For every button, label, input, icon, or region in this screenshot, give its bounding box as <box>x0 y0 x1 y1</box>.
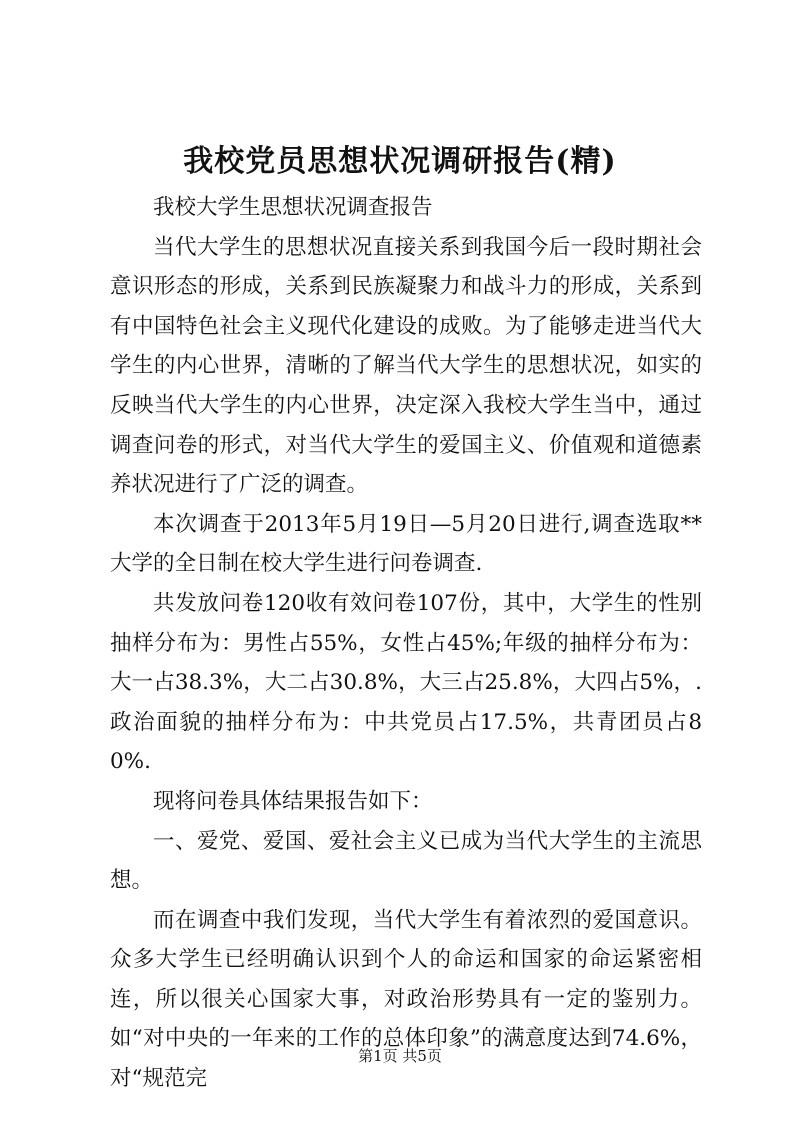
paragraph-survey-date: 本次调查于2013年5月19日—5月20日进行,调查选取**大学的全日制在校大学生进行问卷调查. <box>110 511 702 577</box>
paragraph-subtitle: 我校大学生思想状况调查报告 <box>153 195 433 220</box>
paragraph-section-heading: 一、爱党、爱国、爱社会主义已成为当代大学生的主流思想。 <box>110 828 702 894</box>
paragraph-patriotism: 而在调查中我们发现，当代大学生有着浓烈的爱国意识。众多大学生已经明确认识到个人的命运和国家的命运紧密相连，所以很关心国家大事，对政治形势具有一定的鉴别力。如“对中央的一年来的工作的总体印象”的满意度达到74.6%，对“规范完 <box>110 907 702 1092</box>
document-body <box>110 188 702 1099</box>
paragraph-sample-distribution: 共发放问卷120收有效问卷107份，其中，大学生的性别抽样分布为：男性占55%，女性占45%;年级的抽样分布为：大一占38.3%，大二占30.8%，大三占25.8%，大四占5%，.政治面貌的抽样分布为：中共党员占17.5%，共青团员占80%. <box>110 590 702 775</box>
paragraph-intro: 当代大学生的思想状况直接关系到我国今后一段时期社会意识形态的形成，关系到民族凝聚力和战斗力的形成，关系到有中国特色社会主义现代化建设的成败。为了能够走进当代大学生的内心世界，清晰的了解当代大学生的思想状况，如实的反映当代大学生的内心世界，决定深入我校大学生当中，通过调查问卷的形式，对当代大学生的爱国主义、价值观和道德素养状况进行了广泛的调查。 <box>110 234 702 498</box>
document-title: 我校党员思想状况调研报告(精) <box>183 144 617 179</box>
page-number-footer: 第1页 共5页 <box>358 1047 442 1065</box>
paragraph-results-intro: 现将问卷具体结果报告如下： <box>153 788 433 814</box>
